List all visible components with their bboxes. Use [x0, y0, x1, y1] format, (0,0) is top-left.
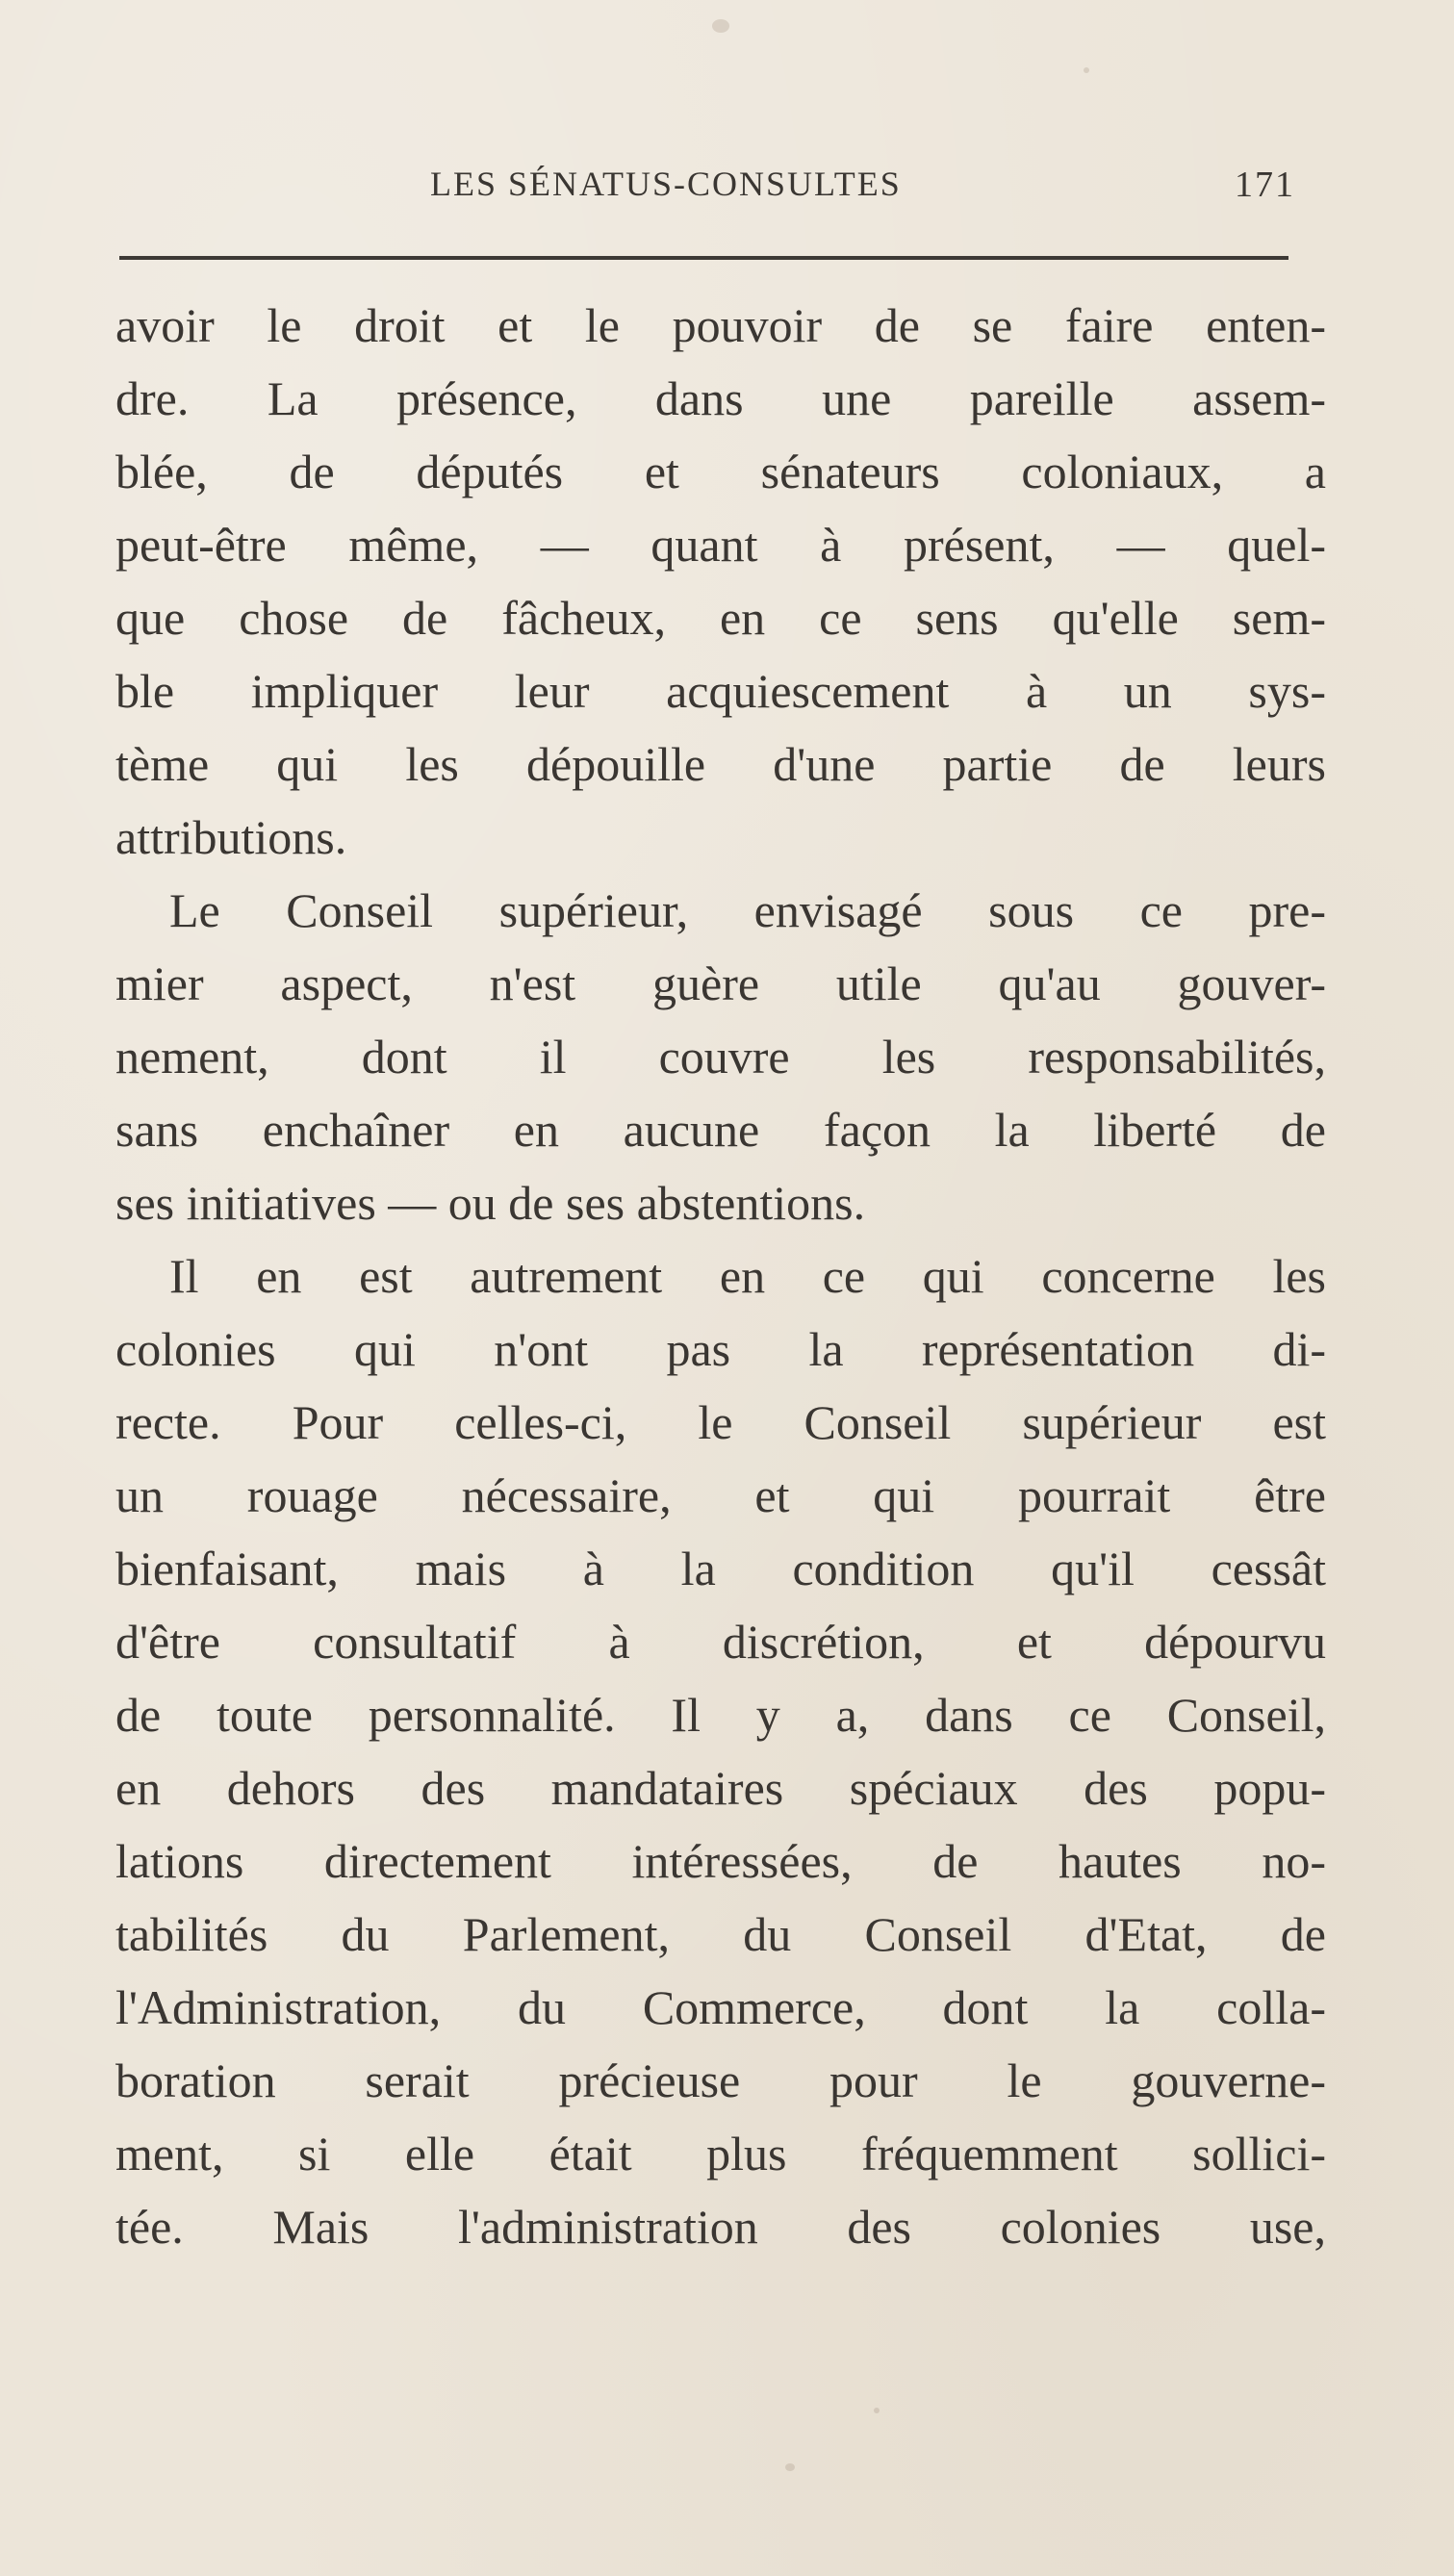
paper-speck [785, 2463, 795, 2471]
text-line: de toute personnalité. Il y a, dans ce Conseil, [115, 1688, 1326, 1742]
text-line: bienfaisant, mais à la condition qu'il cessât [115, 1542, 1326, 1595]
text-line: mier aspect, n'est guère utile qu'au gouver- [115, 956, 1326, 1010]
text-line: dre. La présence, dans une pareille assem- [115, 371, 1326, 425]
paper-speck [712, 19, 729, 33]
text-line: recte. Pour celles-ci, le Conseil supérieur est [115, 1395, 1326, 1449]
text-line: ble impliquer leur acquiescement à un sys- [115, 664, 1326, 718]
text-line: peut-être même, — quant à présent, — quel- [115, 518, 1326, 572]
text-line: ment, si elle était plus fréquemment sollici- [115, 2127, 1326, 2181]
text-line: attributions. [115, 810, 347, 864]
text-line: nement, dont il couvre les responsabilités, [115, 1030, 1326, 1084]
paper-speck [1084, 67, 1089, 73]
text-line: ses initiatives — ou de ses abstentions. [115, 1176, 866, 1230]
text-line: boration serait précieuse pour le gouverne- [115, 2053, 1326, 2107]
text-line: tabilités du Parlement, du Conseil d'Etat, de [115, 1907, 1326, 1961]
text-line: colonies qui n'ont pas la représentation di- [115, 1322, 1326, 1376]
text-line: un rouage nécessaire, et qui pourrait être [115, 1468, 1326, 1522]
running-title: LES SÉNATUS-CONSULTES [430, 165, 902, 203]
text-line: lations directement intéressées, de hautes no- [115, 1834, 1326, 1888]
text-line: tème qui les dépouille d'une partie de leurs [115, 737, 1326, 791]
page-number: 171 [1235, 165, 1295, 205]
text-line: Le Conseil supérieur, envisagé sous ce pre- [169, 883, 1326, 937]
text-line: Il en est autrement en ce qui concerne les [169, 1249, 1326, 1303]
header-rule [119, 256, 1288, 260]
text-line: d'être consultatif à discrétion, et dépourvu [115, 1615, 1326, 1669]
text-line: avoir le droit et le pouvoir de se faire enten- [115, 298, 1326, 352]
text-line: tée. Mais l'administration des colonies use, [115, 2200, 1326, 2254]
text-line: blée, de députés et sénateurs coloniaux, a [115, 445, 1326, 498]
text-line: que chose de fâcheux, en ce sens qu'elle sem- [115, 591, 1326, 645]
paper-speck [874, 2408, 880, 2413]
text-line: l'Administration, du Commerce, dont la colla- [115, 1980, 1326, 2034]
text-line: en dehors des mandataires spéciaux des popu- [115, 1761, 1326, 1815]
text-line: sans enchaîner en aucune façon la liberté de [115, 1103, 1326, 1157]
